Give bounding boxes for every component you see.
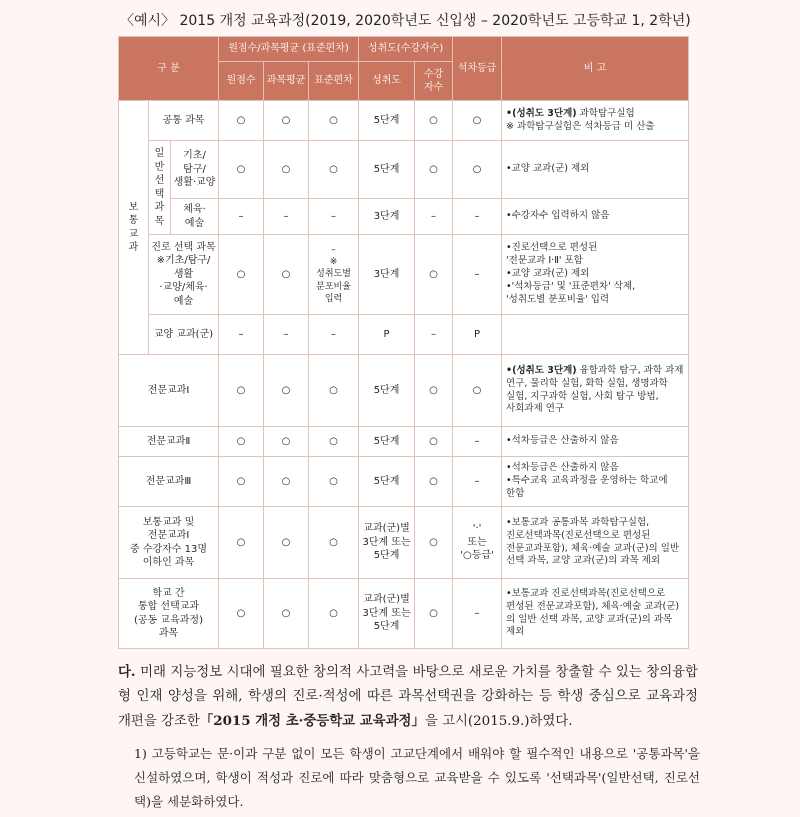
note-bold: •(성취도 3단계): [506, 107, 577, 119]
cell-note: •석차등급은 산출하지 않음 •특수교육 교육과정을 운영하는 학교에 한함: [502, 457, 689, 507]
cell-rank: –: [453, 235, 502, 315]
cell-sd: ○: [309, 355, 359, 427]
cell-count: –: [415, 199, 453, 235]
paragraph-text-2: 을 고시(2015.9.)하였다.: [424, 714, 573, 729]
cell-ach: 5단계: [359, 355, 415, 427]
cell-note: •교양 교과(군) 제외: [502, 141, 689, 199]
cell-raw: ○: [219, 427, 264, 457]
header-remark: 비 고: [502, 37, 689, 101]
cell-ach: 교과(군)별 3단계 또는 5단계: [359, 507, 415, 579]
row-label: 기초/ 탐구/ 생활·교양: [171, 141, 219, 199]
cell-avg: ○: [264, 355, 309, 427]
cell-count: ○: [415, 101, 453, 141]
cell-sd: – ※ 성취도별 분포비율 입력: [309, 235, 359, 315]
cell-rank: ○: [453, 355, 502, 427]
cell-rank: –: [453, 579, 502, 649]
table-row: [119, 427, 689, 457]
header-avg: 과목평균: [264, 62, 309, 101]
row-label: 학교 간 통합 선택교과 (공동 교육과정) 과목: [119, 579, 219, 649]
row-label: 전문교과Ⅰ: [119, 355, 219, 427]
cell-count: ○: [415, 235, 453, 315]
row-label: 진로 선택 과목 ※기초/탐구/생활 ·교양/체육·예술: [149, 235, 219, 315]
cell-sd: –: [309, 199, 359, 235]
cell-ach: 5단계: [359, 101, 415, 141]
row-label: 전문교과Ⅱ: [119, 427, 219, 457]
note-text: 융합과학 탐구, 과학 과제 연구, 물리학 실험, 화학 실험, 생명과학 실험, 지구과학 실험, 사회 탐구 방법, 사회과제 연구: [506, 364, 684, 415]
cell-note: [502, 315, 689, 355]
note-text: 과학탐구실험 ※ 과학탐구실험은 석차등급 미 산출: [506, 107, 655, 132]
cell-count: ○: [415, 579, 453, 649]
cell-rank: –: [453, 199, 502, 235]
cell-note: •보통교과 공통과목 과학탐구실험, 진로선택과목(진로선택으로 편성된 전문교과포함), 체육·예술 교과(군)의 일반 선택 과목, 교양 교과(군)의 과목 제외: [502, 507, 689, 579]
table-row: [119, 315, 689, 355]
row-label: 보통교과 및 전문교과Ⅰ 중 수강자수 13명 이하인 과목: [119, 507, 219, 579]
cell-rank: ○: [453, 101, 502, 141]
table-row: [119, 235, 689, 315]
cell-sd: ○: [309, 457, 359, 507]
cell-avg: ○: [264, 101, 309, 141]
cell-ach: 5단계: [359, 141, 415, 199]
cell-raw: ○: [219, 141, 264, 199]
cell-ach: 5단계: [359, 457, 415, 507]
row-label: 교양 교과(군): [149, 315, 219, 355]
table-row: [119, 457, 689, 507]
paragraph-quote: 「2015 개정 초·중등학교 교육과정」: [199, 713, 425, 729]
table-row: [119, 579, 689, 649]
group-label-general: 보 통 교 과: [119, 101, 149, 355]
sub-paragraph: 1) 고등학교는 문·이과 구분 없이 모든 학생이 고교단계에서 배워야 할 필수적인 내용으로 '공통과목'을 신설하였으며, 학생이 적성과 진로에 따라 맞춤형으로 교육받을 수 있도록 '선택과목'(일반선택, 진로선택)을 세분화하였다.: [134, 746, 700, 809]
paragraph-lead: 다.: [118, 664, 136, 680]
curriculum-table: [118, 36, 689, 649]
cell-sd: ○: [309, 101, 359, 141]
cell-avg: –: [264, 199, 309, 235]
cell-count: ○: [415, 427, 453, 457]
cell-avg: ○: [264, 141, 309, 199]
table-row: [119, 355, 689, 427]
cell-avg: ○: [264, 427, 309, 457]
cell-sd: ○: [309, 579, 359, 649]
cell-sd: ○: [309, 427, 359, 457]
cell-avg: ○: [264, 579, 309, 649]
header-count: 수강 자수: [415, 62, 453, 101]
cell-rank: ○: [453, 141, 502, 199]
cell-avg: ○: [264, 457, 309, 507]
cell-count: ○: [415, 507, 453, 579]
note-bold: •(성취도 3단계): [506, 364, 577, 376]
cell-note: •수강자수 입력하지 않음: [502, 199, 689, 235]
cell-ach: 3단계: [359, 199, 415, 235]
cell-rank: P: [453, 315, 502, 355]
table-row: [119, 101, 689, 141]
cell-ach: 교과(군)별 3단계 또는 5단계: [359, 579, 415, 649]
table-row: [119, 141, 689, 199]
header-raw: 원점수: [219, 62, 264, 101]
cell-ach: P: [359, 315, 415, 355]
cell-raw: ○: [219, 101, 264, 141]
cell-rank: –: [453, 457, 502, 507]
cell-sd: ○: [309, 141, 359, 199]
cell-count: ○: [415, 141, 453, 199]
cell-raw: –: [219, 199, 264, 235]
body-paragraph: [118, 660, 698, 734]
cell-note: •진로선택으로 편성된 '전문교과 Ⅰ·Ⅱ' 포함 •교양 교과(군) 제외 •'석차등급' 및 '표준편차' 삭제, '성취도별 분포비율' 입력: [502, 235, 689, 315]
cell-note: •보통교과 진로선택과목(진로선택으로 편성된 전문교과포함), 체육·예술 교과(군)의 일반 선택 과목, 교양 교과(군)의 과목 제외: [502, 579, 689, 649]
cell-raw: ○: [219, 579, 264, 649]
cell-count: ○: [415, 355, 453, 427]
table-row: [119, 507, 689, 579]
cell-rank: '·' 또는 '○등급': [453, 507, 502, 579]
cell-sd: ○: [309, 507, 359, 579]
table-row: [119, 199, 689, 235]
header-sd: 표준편차: [309, 62, 359, 101]
cell-ach: 3단계: [359, 235, 415, 315]
paragraph-text-1: 미래 지능정보 시대에 필요한 창의적 사고력을 바탕으로 새로운 가치를 창출할 수 있는 창의융합형 인재 양성을 위해, 학생의 진로·적성에 따른 과목선택권을 강화하는 등 학생 중심으로 교육과정 개편을 강조한: [118, 665, 698, 729]
cell-sd: –: [309, 315, 359, 355]
row-label: 전문교과Ⅲ: [119, 457, 219, 507]
general-select-label: 일 반 선 택 과 목: [149, 141, 171, 235]
cell-count: ○: [415, 457, 453, 507]
cell-raw: –: [219, 315, 264, 355]
header-rank: 석차등급: [453, 37, 502, 101]
table-caption: 〈예시〉 2015 개정 교육과정(2019, 2020학년도 신입생 – 2020학년도 고등학교 1, 2학년): [120, 13, 691, 29]
row-label: 체육· 예술: [171, 199, 219, 235]
cell-note: [502, 101, 689, 141]
row-label: 공통 과목: [149, 101, 219, 141]
cell-count: –: [415, 315, 453, 355]
cell-raw: ○: [219, 457, 264, 507]
cell-raw: ○: [219, 235, 264, 315]
header-ach-group: 성취도(수강자수): [359, 37, 453, 62]
cell-raw: ○: [219, 507, 264, 579]
header-raw-group: 원점수/과목평균 (표준편차): [219, 37, 359, 62]
cell-raw: ○: [219, 355, 264, 427]
cell-note: [502, 355, 689, 427]
cell-ach: 5단계: [359, 427, 415, 457]
cell-rank: –: [453, 427, 502, 457]
cell-avg: ○: [264, 235, 309, 315]
cell-avg: –: [264, 315, 309, 355]
header-gubun: 구 분: [119, 37, 219, 101]
cell-avg: ○: [264, 507, 309, 579]
cell-note: •석차등급은 산출하지 않음: [502, 427, 689, 457]
header-ach: 성취도: [359, 62, 415, 101]
